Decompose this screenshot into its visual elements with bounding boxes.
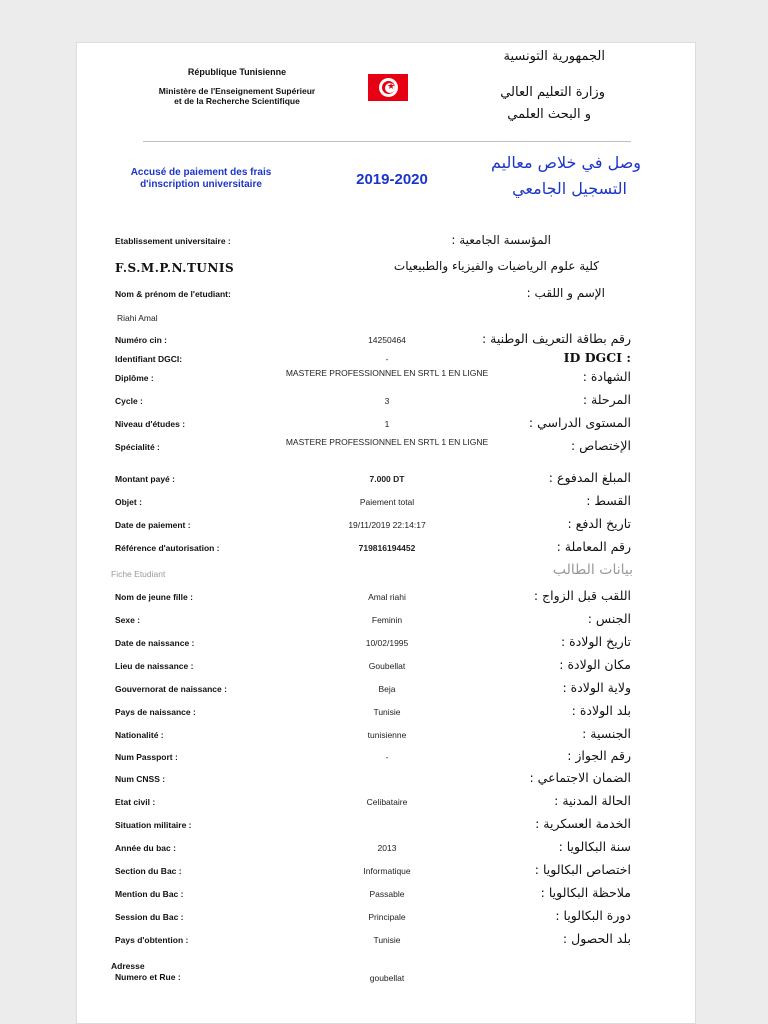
row-label-ar: الشهادة :	[582, 369, 631, 384]
receipt-page	[76, 42, 696, 1024]
row-label: Spécialité :	[115, 442, 160, 452]
row-label-ar: تاريخ الولادة :	[560, 634, 631, 649]
row-label-ar: تاريخ الدفع :	[567, 516, 631, 531]
address-title: Adresse	[111, 961, 145, 971]
row-label: Pays de naissance :	[115, 707, 196, 717]
ar-ministry-line-2: و البحث العلمي	[507, 107, 591, 122]
tunisia-flag-icon: ★	[368, 74, 408, 101]
row-value: 719816194452	[358, 543, 416, 553]
fr-title-line-2: d'inscription universitaire	[140, 179, 262, 190]
row-value: Goubellat	[368, 661, 406, 671]
ar-title-line-1: وصل في خلاص معاليم	[491, 153, 641, 172]
row-label: Pays d'obtention :	[115, 935, 189, 945]
row-value: Informatique	[363, 866, 411, 876]
row-label-ar: الجنس :	[587, 611, 631, 626]
row-label: Numéro cin :	[115, 335, 167, 345]
row-label: Nom de jeune fille :	[115, 592, 193, 602]
row-label: Gouvernorat de naissance :	[115, 684, 227, 694]
header-divider	[143, 141, 631, 142]
row-value: 19/11/2019 22:14:17	[348, 520, 426, 530]
row-value: 1	[384, 419, 390, 429]
row-label: Session du Bac :	[115, 912, 184, 922]
row-label-ar: المبلغ المدفوع :	[548, 470, 631, 485]
fr-republic: République Tunisienne	[187, 67, 287, 77]
row-value: -	[385, 752, 389, 762]
row-value: Amal riahi	[368, 592, 406, 602]
row-value: Principale	[368, 912, 406, 922]
row-value: 2013	[377, 843, 397, 853]
ar-ministry-line-1: وزارة التعليم العالي	[500, 85, 605, 100]
fr-ministry-line-2: et de la Recherche Scientifique	[174, 96, 300, 106]
row-label: Mention du Bac :	[115, 889, 184, 899]
row-value: 7.000 DT	[369, 474, 405, 484]
row-value: Tunisie	[373, 707, 401, 717]
fr-ministry-line-1: Ministère de l'Enseignement Supérieur	[158, 86, 316, 96]
row-value: MASTERE PROFESSIONNEL EN SRTL 1 EN LIGNE	[285, 368, 489, 378]
row-label-ar: اللقب قبل الزواج :	[533, 588, 631, 603]
row-label: Sexe :	[115, 615, 141, 625]
row-label-ar: بلد الحصول :	[562, 931, 631, 946]
row-label-ar: المرحلة :	[582, 392, 631, 407]
row-label-ar: ملاحظة البكالويا :	[540, 885, 631, 900]
row-label-ar: المستوى الدراسي :	[528, 415, 631, 430]
row-label-ar: سنة البكالويا :	[558, 839, 631, 854]
row-label-ar: الإختصاص :	[570, 438, 631, 453]
row-label: Date de paiement :	[115, 520, 191, 530]
row-label-ar: بلد الولادة :	[571, 703, 631, 718]
establishment-code: F.S.M.P.N.TUNIS	[115, 261, 235, 275]
row-label: Section du Bac :	[115, 866, 182, 876]
row-label: Niveau d'études :	[115, 419, 186, 429]
academic-year: 2019-2020	[356, 171, 428, 188]
address-value: goubellat	[369, 973, 405, 983]
student-name-label-ar: الإسم و اللقب :	[526, 286, 605, 300]
row-label-ar: الحالة المدنية :	[554, 793, 631, 808]
address-label: Numero et Rue :	[115, 972, 181, 982]
row-label: Année du bac :	[115, 843, 176, 853]
row-value: 10/02/1995	[365, 638, 409, 648]
row-label: Objet :	[115, 497, 142, 507]
row-value: 14250464	[368, 335, 406, 345]
row-value: Feminin	[371, 615, 403, 625]
row-label: Identifiant DGCI:	[115, 354, 183, 364]
student-name-label: Nom & prénom de l'etudiant:	[115, 289, 231, 299]
row-label: Situation militaire :	[115, 820, 192, 830]
row-value: -	[385, 354, 389, 364]
row-label: Lieu de naissance :	[115, 661, 194, 671]
row-label: Num Passport :	[115, 752, 178, 762]
row-label-ar: رقم الجواز :	[567, 748, 631, 763]
row-label-ar: القسط :	[586, 493, 631, 508]
establishment-label-ar: المؤسسة الجامعية :	[451, 233, 551, 247]
row-label: Diplôme :	[115, 373, 154, 383]
row-label-ar: الضمان الاجتماعي :	[529, 770, 631, 785]
row-value: 3	[384, 396, 390, 406]
row-value: Celibataire	[366, 797, 408, 807]
fiche-title-ar: بيانات الطالب	[552, 562, 633, 578]
row-label: Etat civil :	[115, 797, 156, 807]
fiche-title: Fiche Etudiant	[111, 569, 166, 579]
row-value: Beja	[378, 684, 396, 694]
row-label-ar: الخدمة العسكرية :	[535, 816, 631, 831]
row-label: Date de naissance :	[115, 638, 195, 648]
row-label-ar: اختصاص البكالويا :	[534, 862, 631, 877]
row-value: Tunisie	[373, 935, 401, 945]
row-label-ar: رقم المعاملة :	[556, 539, 631, 554]
ar-republic: الجمهورية التونسية	[503, 49, 605, 64]
row-label-ar: مكان الولادة :	[559, 657, 631, 672]
row-label-ar: ولاية الولادة :	[562, 680, 631, 695]
row-label-ar: الجنسية :	[582, 726, 631, 741]
row-value: MASTERE PROFESSIONNEL EN SRTL 1 EN LIGNE	[285, 437, 489, 447]
student-name: Riahi Amal	[117, 313, 158, 323]
row-label: Montant payé :	[115, 474, 175, 484]
row-label-ar: دورة البكالويا :	[555, 908, 631, 923]
row-label: Référence d'autorisation :	[115, 543, 220, 553]
row-label-ar: رقم بطاقة التعريف الوطنية :	[482, 331, 631, 346]
establishment-name-ar: كلية علوم الرياضيات والفيزياء والطبيعيات	[393, 259, 599, 273]
ar-title-line-2: التسجيل الجامعي	[512, 179, 627, 198]
row-value: tunisienne	[367, 730, 407, 740]
row-label: Nationalité :	[115, 730, 164, 740]
row-label: Num CNSS :	[115, 774, 166, 784]
row-value: Paiement total	[359, 497, 415, 507]
row-value: Passable	[369, 889, 405, 899]
row-label: Cycle :	[115, 396, 143, 406]
row-label-ar: ID DGCI :	[563, 350, 631, 365]
establishment-label: Etablissement universitaire :	[115, 236, 231, 246]
fr-title-line-1: Accusé de paiement des frais	[130, 167, 272, 178]
